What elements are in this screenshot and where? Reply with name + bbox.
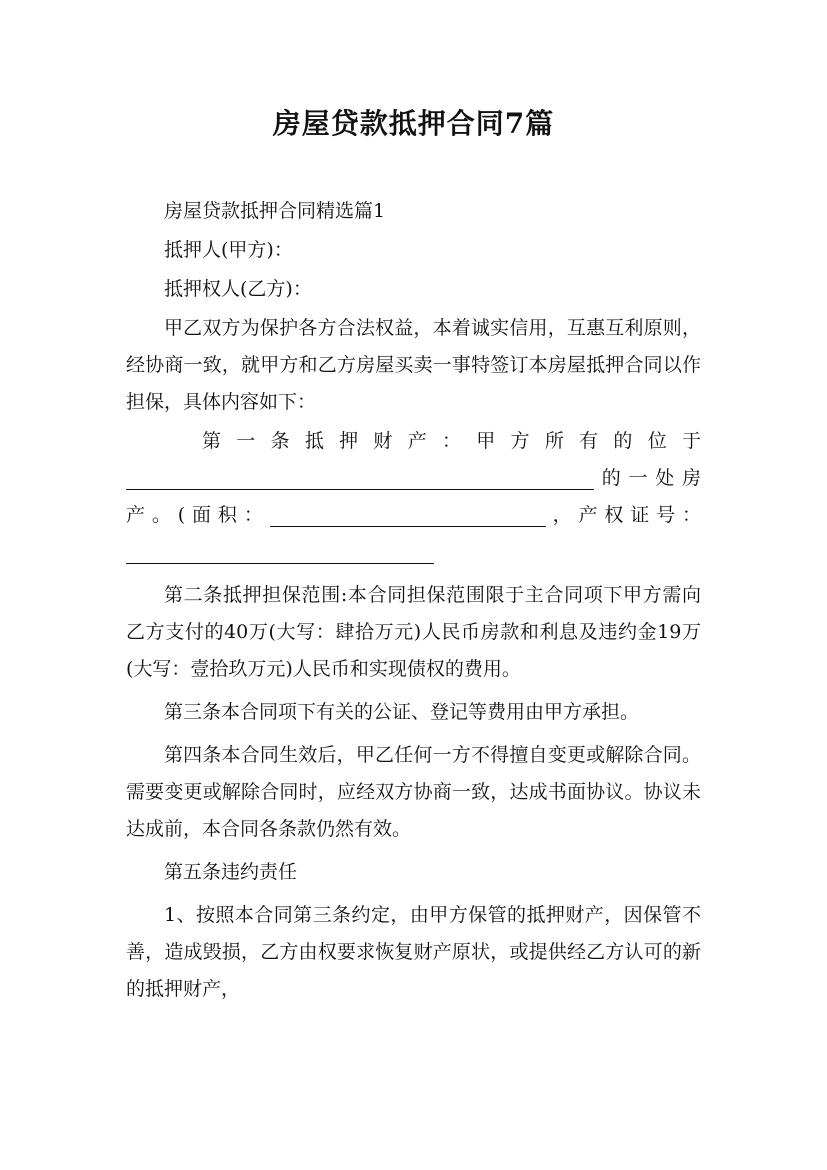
area-blank	[270, 504, 546, 527]
article-1-line4	[126, 534, 701, 571]
article-5-heading: 第五条违约责任	[164, 861, 298, 883]
article-4: 第四条本合同生效后，甲乙任何一方不得擅自变更或解除合同。需要变更或解除合同时，应经双方协商一致，达成书面协议。协议未达成前，本合同各条款仍然有效。	[126, 744, 701, 840]
section-heading: 房屋贷款抵押合同精选篇1	[164, 200, 386, 222]
document-title: 房屋贷款抵押合同7篇	[272, 107, 555, 140]
cert-blank	[126, 541, 434, 564]
location-blank	[126, 467, 594, 490]
intro-paragraph: 甲乙双方为保护各方合法权益，本着诚实信用，互惠互利原则，经协商一致，就甲方和乙方房屋买卖一事特签订本房屋抵押合同以作担保，具体内容如下：	[126, 317, 701, 413]
article-5-clause-1: 1、按照本合同第三条约定，由甲方保管的抵押财产，因保管不善，造成毁损，乙方由权要求恢复财产原状，或提供经乙方认可的新的抵押财产，	[126, 904, 701, 1000]
document-body	[126, 193, 701, 1014]
party-a-line: 抵押人(甲方)：	[164, 239, 293, 261]
article-1-tail: 的一处房	[594, 467, 701, 489]
article-1-lead: 第一条抵押财产：甲方所有的位于	[202, 430, 701, 452]
article-3: 第三条本合同项下有关的公证、登记等费用由甲方承担。	[164, 701, 640, 723]
party-b-line: 抵押权人(乙方)：	[164, 278, 312, 300]
article-1	[126, 423, 701, 571]
article-1-line3	[126, 497, 701, 534]
cert-label: ，产权证号：	[545, 504, 701, 526]
article-2: 第二条抵押担保范围:本合同担保范围限于主合同项下甲方需向乙方支付的40万(大写：肆拾万元)人民币房款和利息及违约金19万(大写：壹拾玖万元)人民币和实现债权的费用。	[126, 584, 701, 680]
area-label: 产。(面积：	[126, 504, 270, 526]
article-1-line2	[126, 460, 701, 497]
